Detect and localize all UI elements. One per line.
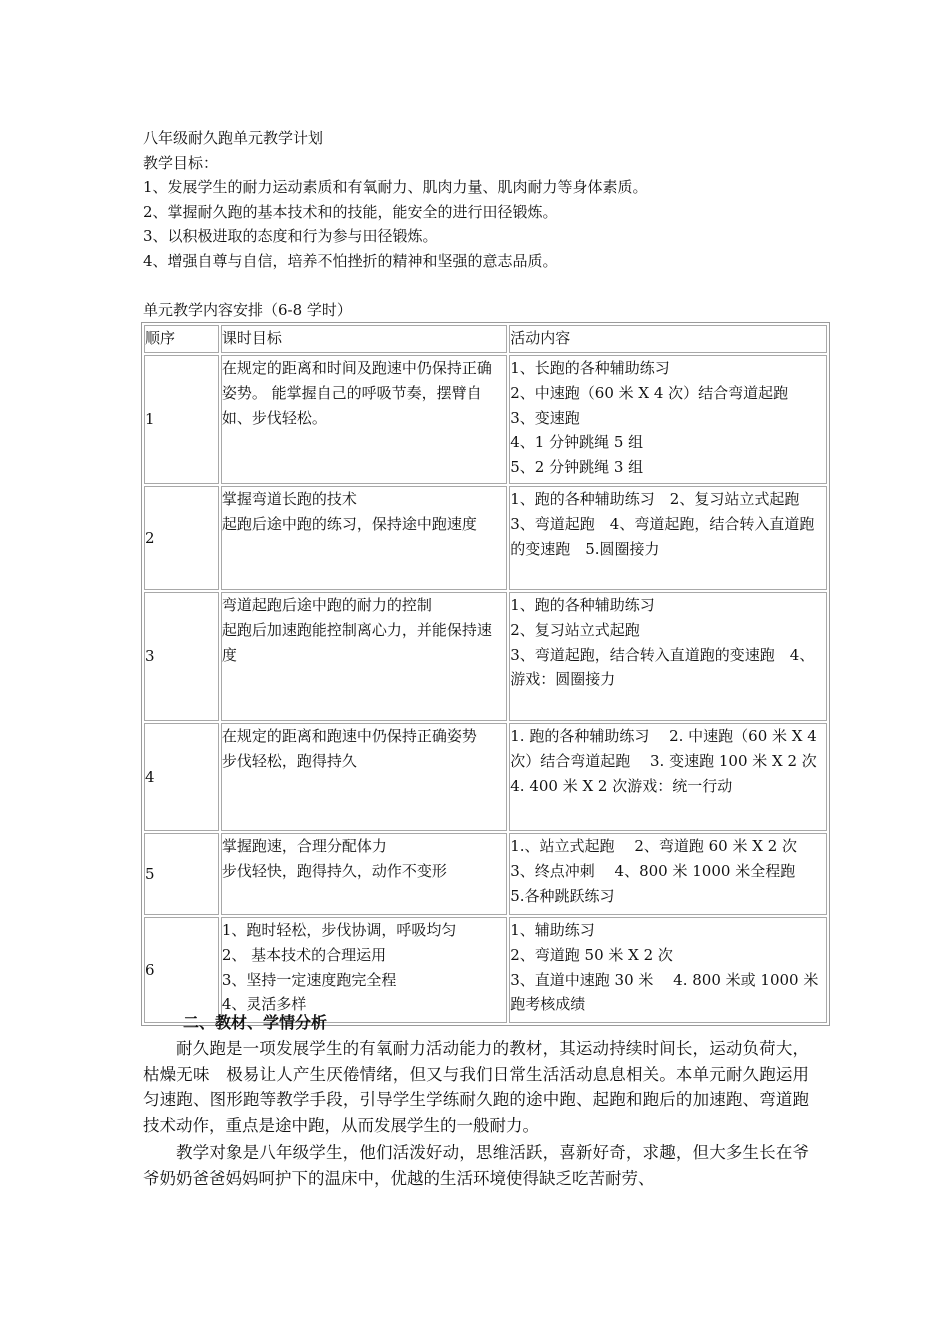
analysis-section bbox=[143, 1036, 809, 1194]
table-caption: 单元教学内容安排（6-8 学时） bbox=[143, 301, 352, 319]
analysis-paragraph: 耐久跑是一项发展学生的有氧耐力活动能力的教材，其运动持续时间长，运动负荷大，枯燥无味 极易让人产生厌倦情绪，但又与我们日常生活活动息息相关。本单元耐久跑运用匀速跑、图形跑等教学手段，引导学生学练耐久跑的途中跑、起跑和跑后的加速跑、弯道跑技术动作，重点是途中跑，从而发展学生的一般耐力。 bbox=[143, 1039, 809, 1135]
activity-line: 1、辅助练习 bbox=[510, 921, 595, 939]
row-activity bbox=[509, 723, 837, 831]
objectives-heading: 教学目标： bbox=[143, 153, 219, 172]
row-seq: 6 bbox=[144, 917, 219, 1023]
goal-line: 1、跑时轻松，步伐协调，呼吸均匀 bbox=[221, 921, 457, 939]
objective-item: 2、掌握耐久跑的基本技术和的技能，能安全的进行田径锻炼。 bbox=[143, 202, 558, 221]
table-header-row bbox=[144, 325, 827, 353]
activity-line: 1、长跑的各种辅助练习 bbox=[510, 359, 670, 377]
row-goal bbox=[221, 355, 507, 484]
table-row bbox=[144, 833, 827, 915]
teaching-plan-table bbox=[141, 322, 837, 1026]
row-seq: 5 bbox=[144, 833, 219, 915]
goal-line: 掌握跑速，合理分配体力 bbox=[221, 837, 387, 855]
goal-line: 在规定的距离和时间及跑速中仍保持正确姿势。 能掌握自己的呼吸节奏，摆臂自如、步伐轻松。 bbox=[221, 359, 492, 427]
row-seq: 2 bbox=[144, 486, 219, 590]
table-row bbox=[144, 355, 827, 484]
activity-line: 2、弯道跑 50 米 X 2 次 bbox=[510, 945, 673, 964]
row-goal bbox=[221, 833, 507, 915]
activity-line: 1、跑的各种辅助练习 bbox=[510, 596, 655, 614]
goal-line: 步伐轻松，跑得持久 bbox=[221, 751, 357, 770]
row-goal bbox=[221, 917, 507, 1023]
document-title: 八年级耐久跑单元教学计划 bbox=[143, 129, 324, 147]
goal-line: 3、坚持一定速度跑完全程 bbox=[221, 970, 397, 989]
goal-line: 2、 基本技术的合理运用 bbox=[221, 945, 387, 964]
row-goal bbox=[221, 723, 507, 831]
goal-line: 4、灵活多样 bbox=[221, 995, 307, 1014]
row-goal bbox=[221, 486, 507, 590]
header-goal: 课时目标 bbox=[221, 325, 507, 353]
row-activity bbox=[509, 486, 827, 590]
activity-line: 1. 跑的各种辅助练习 2. 中速跑（60 米 X 4 次）结合弯道起跑 3. 变速跑 100 米 X 2 次 4. 400 米 X 2 次游戏：统一行动 bbox=[510, 727, 837, 795]
activity-line: 1、跑的各种辅助练习 2、复习站立式起跑 3、弯道起跑 4、弯道起跑，结合转入直道跑的变速跑 5.圆圈接力 bbox=[510, 490, 815, 558]
header-activity: 活动内容 bbox=[509, 325, 827, 353]
activity-line: 4、1 分钟跳绳 5 组 bbox=[510, 433, 644, 452]
goal-line: 掌握弯道长跑的技术 bbox=[221, 490, 357, 508]
row-seq: 3 bbox=[144, 592, 219, 721]
activity-line: 3、变速跑 bbox=[510, 408, 580, 427]
goal-line: 步伐轻快，跑得持久，动作不变形 bbox=[221, 861, 447, 880]
row-activity bbox=[509, 917, 827, 1023]
row-activity bbox=[509, 355, 827, 484]
header-seq: 顺序 bbox=[144, 325, 219, 353]
intro-block bbox=[143, 126, 833, 273]
table-row bbox=[144, 486, 827, 590]
activity-line: 2、复习站立式起跑 bbox=[510, 620, 640, 639]
row-activity bbox=[509, 592, 827, 721]
row-seq: 1 bbox=[144, 355, 219, 484]
table-row bbox=[144, 917, 827, 1023]
goal-line: 弯道起跑后途中跑的耐力的控制 bbox=[221, 596, 432, 614]
row-goal bbox=[221, 592, 507, 721]
table-row bbox=[144, 592, 827, 721]
activity-line: 2、中速跑（60 米 X 4 次）结合弯道起跑 bbox=[510, 383, 789, 402]
goal-line: 起跑后加速跑能控制离心力，并能保持速度 bbox=[221, 620, 492, 664]
objective-item: 1、发展学生的耐力运动素质和有氧耐力、肌肉力量、肌肉耐力等身体素质。 bbox=[143, 178, 648, 196]
section-title: 二、教材、学情分析 bbox=[183, 1013, 328, 1032]
row-seq: 4 bbox=[144, 723, 219, 831]
objective-item: 4、增强自尊与自信，培养不怕挫折的精神和坚强的意志品质。 bbox=[143, 251, 558, 270]
activity-line: 1.、站立式起跑 2、弯道跑 60 米 X 2 次 3、终点冲刺 4、800 米 1000 米全程跑 5.各种跳跃练习 bbox=[510, 837, 815, 905]
objective-item: 3、以积极进取的态度和行为参与田径锻炼。 bbox=[143, 227, 438, 245]
activity-line: 3、弯道起跑，结合转入直道跑的变速跑 4、游戏：圆圈接力 bbox=[510, 645, 815, 689]
goal-line: 起跑后途中跑的练习，保持途中跑速度 bbox=[221, 514, 477, 533]
analysis-paragraph: 教学对象是八年级学生，他们活泼好动，思维活跃，喜新好奇，求趣，但大多生长在爷爷奶奶爸爸妈妈呵护下的温床中，优越的生活环境使得缺乏吃苦耐劳、 bbox=[143, 1143, 809, 1188]
goal-line: 在规定的距离和跑速中仍保持正确姿势 bbox=[221, 727, 477, 745]
activity-line: 3、直道中速跑 30 米 4. 800 米或 1000 米跑考核成绩 bbox=[510, 970, 819, 1014]
activity-line: 5、2 分钟跳绳 3 组 bbox=[510, 458, 644, 477]
table-row bbox=[144, 723, 827, 831]
row-activity bbox=[509, 833, 827, 915]
